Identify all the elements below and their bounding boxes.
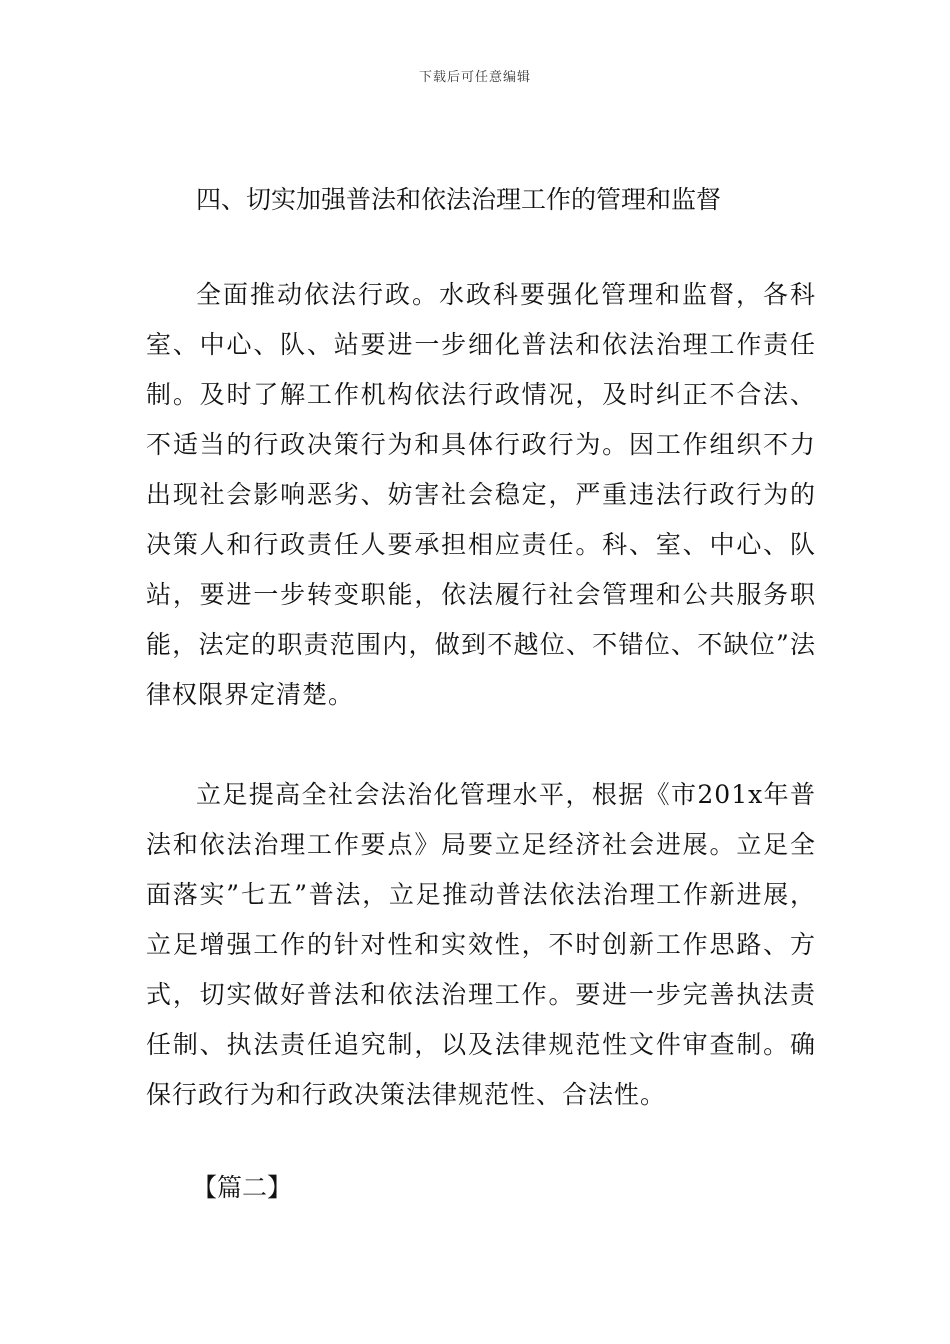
section-heading: 四、切实加强普法和依法治理工作的管理和监督: [196, 185, 722, 214]
body-paragraph: 全面推动依法行政。水政科要强化管理和监督，各科室、中心、队、站要进一步细化普法和依法治理工作责任制。及时了解工作机构依法行政情况，及时纠正不合法、不适当的行政决策行为和具体行政行为。因工作组织不力出现社会影响恶劣、妨害社会稳定，严重违法行政行为的决策人和行政责任人要承担相应责任。科、室、中心、队站，要进一步转变职能，依法履行社会管理和公共服务职能，法定的职责范围内，做到不越位、不错位、不缺位”法律权限界定清楚。: [146, 280, 816, 709]
page-header-note: 下载后可任意编辑: [418, 70, 531, 85]
body-paragraph: 立足提高全社会法治化管理水平，根据《市201x年普法和依法治理工作要点》局要立足经济社会进展。立足全面落实”七五”普法，立足推动普法依法治理工作新进展，立足增强工作的针对性和实效性，不时创新工作思路、方式，切实做好普法和依法治理工作。要进一步完善执法责任制、执法责任追究制，以及法律规范性文件审查制。确保行政行为和行政决策法律规范性、合法性。: [146, 780, 816, 1109]
chapter-label: 【篇二】: [192, 1173, 293, 1202]
